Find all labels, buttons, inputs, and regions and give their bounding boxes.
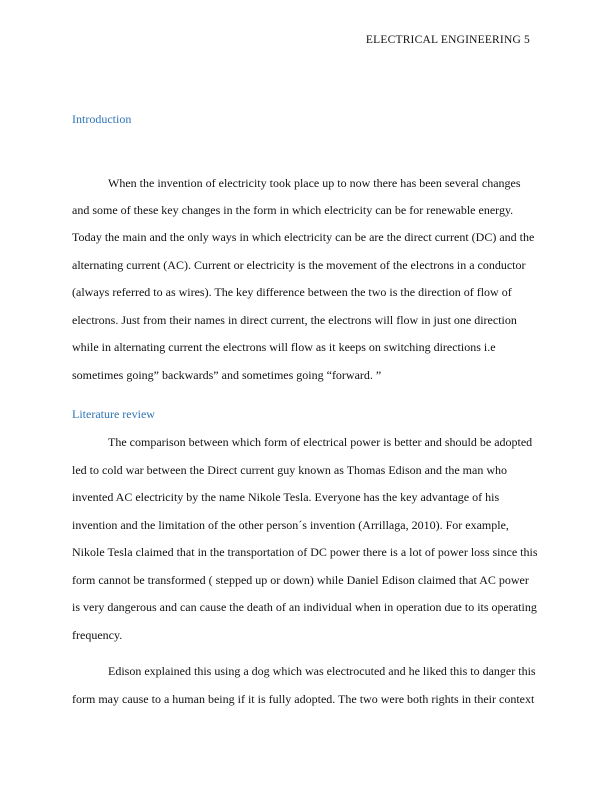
text-line: Edison explained this using a dog which was electrocuted and he liked this to danger this: [108, 664, 536, 678]
text-line: frequency.: [72, 628, 123, 642]
text-line: alternating current (AC). Current or electricity is the movement of the electrons in a conductor: [72, 258, 526, 272]
text-line: while in alternating current the electrons will flow as it keeps on switching directions i.e: [72, 340, 496, 354]
text-line: led to cold war between the Direct current guy known as Thomas Edison and the man who: [72, 463, 507, 477]
section-heading-introduction: Introduction: [72, 112, 132, 126]
text-line: electrons. Just from their names in direct current, the electrons will flow in just one direction: [72, 313, 517, 327]
text-line: Today the main and the only ways in which electricity can be are the direct current (DC) and the: [72, 230, 535, 244]
text-line: invented AC electricity by the name Nikole Tesla. Everyone has the key advantage of his: [72, 490, 500, 504]
text-line: Nikole Tesla claimed that in the transportation of DC power there is a lot of power loss since this: [72, 545, 538, 559]
text-line: invention and the limitation of the other person´s invention (Arrillaga, 2010). For example,: [72, 518, 509, 532]
text-line: (always referred to as wires). The key difference between the two is the direction of flow of: [72, 285, 512, 299]
text-line: The comparison between which form of electrical power is better and should be adopted: [108, 435, 533, 449]
text-line: is very dangerous and can cause the death of an individual when in operation due to its operating: [72, 600, 537, 614]
text-line: and some of these key changes in the form in which electricity can be for renewable energy.: [72, 203, 514, 217]
text-line: form may cause to a human being if it is fully adopted. The two were both rights in their context: [72, 692, 535, 706]
text-line: sometimes going” backwards” and sometimes going “forward. ”: [72, 368, 382, 382]
text-line: When the invention of electricity took place up to now there has been several changes: [108, 176, 521, 190]
running-head: ELECTRICAL ENGINEERING 5: [365, 34, 530, 46]
section-heading-literature-review: Literature review: [72, 407, 155, 421]
text-line: form cannot be transformed ( stepped up or down) while Daniel Edison claimed that AC power: [72, 573, 529, 587]
